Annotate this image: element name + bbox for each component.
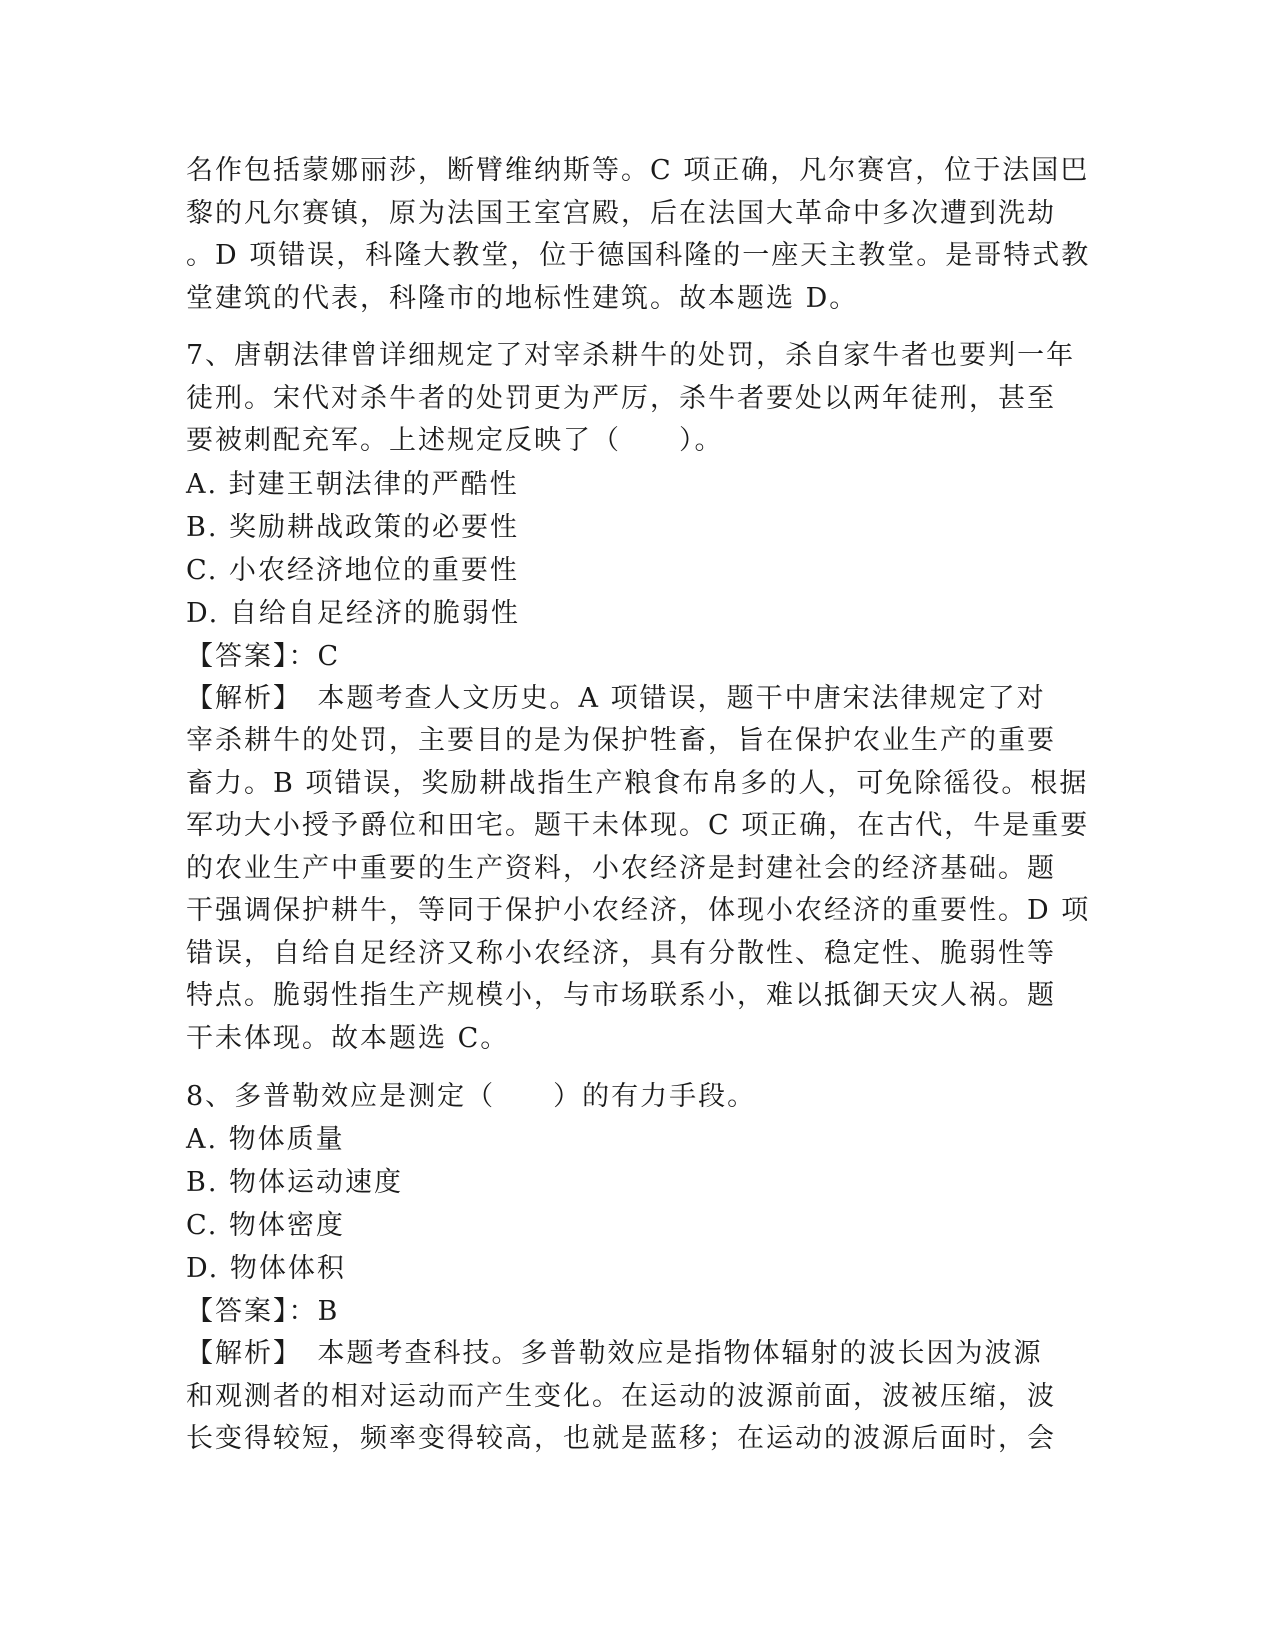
text-line: 要被刺配充军。上述规定反映了（ ）。 — [186, 425, 724, 456]
text-line: 干强调保护耕牛，等同于保护小农经济，体现小农经济的重要性。D 项 — [186, 895, 1091, 926]
text-line: 。D 项错误，科隆大教堂，位于德国科隆的一座天主教堂。是哥特式教 — [186, 240, 1091, 271]
q7-option-d: D. 自给自足经济的脆弱性 — [186, 597, 520, 629]
text-line: 【解析】 本题考查科技。多普勒效应是指物体辐射的波长因为波源 — [186, 1338, 1043, 1369]
q8-option-d: D. 物体体积 — [186, 1253, 346, 1284]
question-7 — [186, 335, 1091, 1060]
text-line: 错误，自给自足经济又称小农经济，具有分散性、稳定性、脆弱性等 — [186, 937, 1056, 969]
text-line: 7、唐朝法律曾详细规定了对宰杀耕牛的处罚，杀自家牛者也要判一年 — [186, 340, 1076, 371]
text-line: 黎的凡尔赛镇，原为法国王室宫殿，后在法国大革命中多次遭到洗劫 — [186, 197, 1056, 229]
q7-answer: 【答案】：C — [186, 640, 341, 672]
text-line: 长变得较短，频率变得较高，也就是蓝移；在运动的波源后面时，会 — [186, 1423, 1056, 1454]
q8-analysis — [186, 1333, 1086, 1461]
q7-stem — [186, 335, 1086, 463]
q8-option-b: B. 物体运动速度 — [186, 1167, 404, 1198]
text-line: 畜力。B 项错误，奖励耕战指生产粮食布帛多的人，可免除徭役。根据 — [186, 767, 1089, 799]
q6-analysis-continuation — [186, 150, 1091, 320]
q8-answer: 【答案】：B — [186, 1296, 340, 1327]
text-line: 名作包括蒙娜丽莎，断臂维纳斯等。C 项正确，凡尔赛宫，位于法国巴 — [186, 155, 1090, 186]
q8-option-a: A. 物体质量 — [186, 1124, 345, 1155]
text-line: 军功大小授予爵位和田宅。题干未体现。C 项正确，在古代，牛是重要 — [186, 810, 1090, 841]
question-8 — [186, 1075, 1086, 1461]
text-line: 堂建筑的代表，科隆市的地标性建筑。故本题选 D。 — [186, 282, 859, 314]
content-column — [186, 150, 1091, 1461]
text-line: 宰杀耕牛的处罚，主要目的是为保护牲畜，旨在保护农业生产的重要 — [186, 725, 1056, 756]
text-line: 特点。脆弱性指生产规模小，与市场联系小，难以抵御天灾人祸。题 — [186, 980, 1056, 1011]
text-line: 和观测者的相对运动而产生变化。在运动的波源前面，波被压缩，波 — [186, 1380, 1056, 1412]
text-line: 的农业生产中重要的生产资料，小农经济是封建社会的经济基础。题 — [186, 852, 1056, 884]
text-line: 【解析】 本题考查人文历史。A 项错误，题干中唐宋法律规定了对 — [186, 682, 1046, 714]
q7-option-b: B. 奖励耕战政策的必要性 — [186, 511, 520, 543]
q7-option-c: C. 小农经济地位的重要性 — [186, 554, 519, 586]
question-spacer — [186, 320, 1086, 335]
text-line: 徒刑。宋代对杀牛者的处罚更为严厉，杀牛者要处以两年徒刑，甚至 — [186, 382, 1056, 414]
q8-option-c: C. 物体密度 — [186, 1210, 345, 1241]
q7-option-a: A. 封建王朝法律的严酷性 — [186, 468, 519, 500]
question-spacer — [186, 1060, 1086, 1075]
text-line: 干未体现。故本题选 C。 — [186, 1022, 510, 1054]
q7-analysis — [186, 678, 1091, 1061]
q8-stem: 8、多普勒效应是测定（ ）的有力手段。 — [186, 1081, 757, 1112]
